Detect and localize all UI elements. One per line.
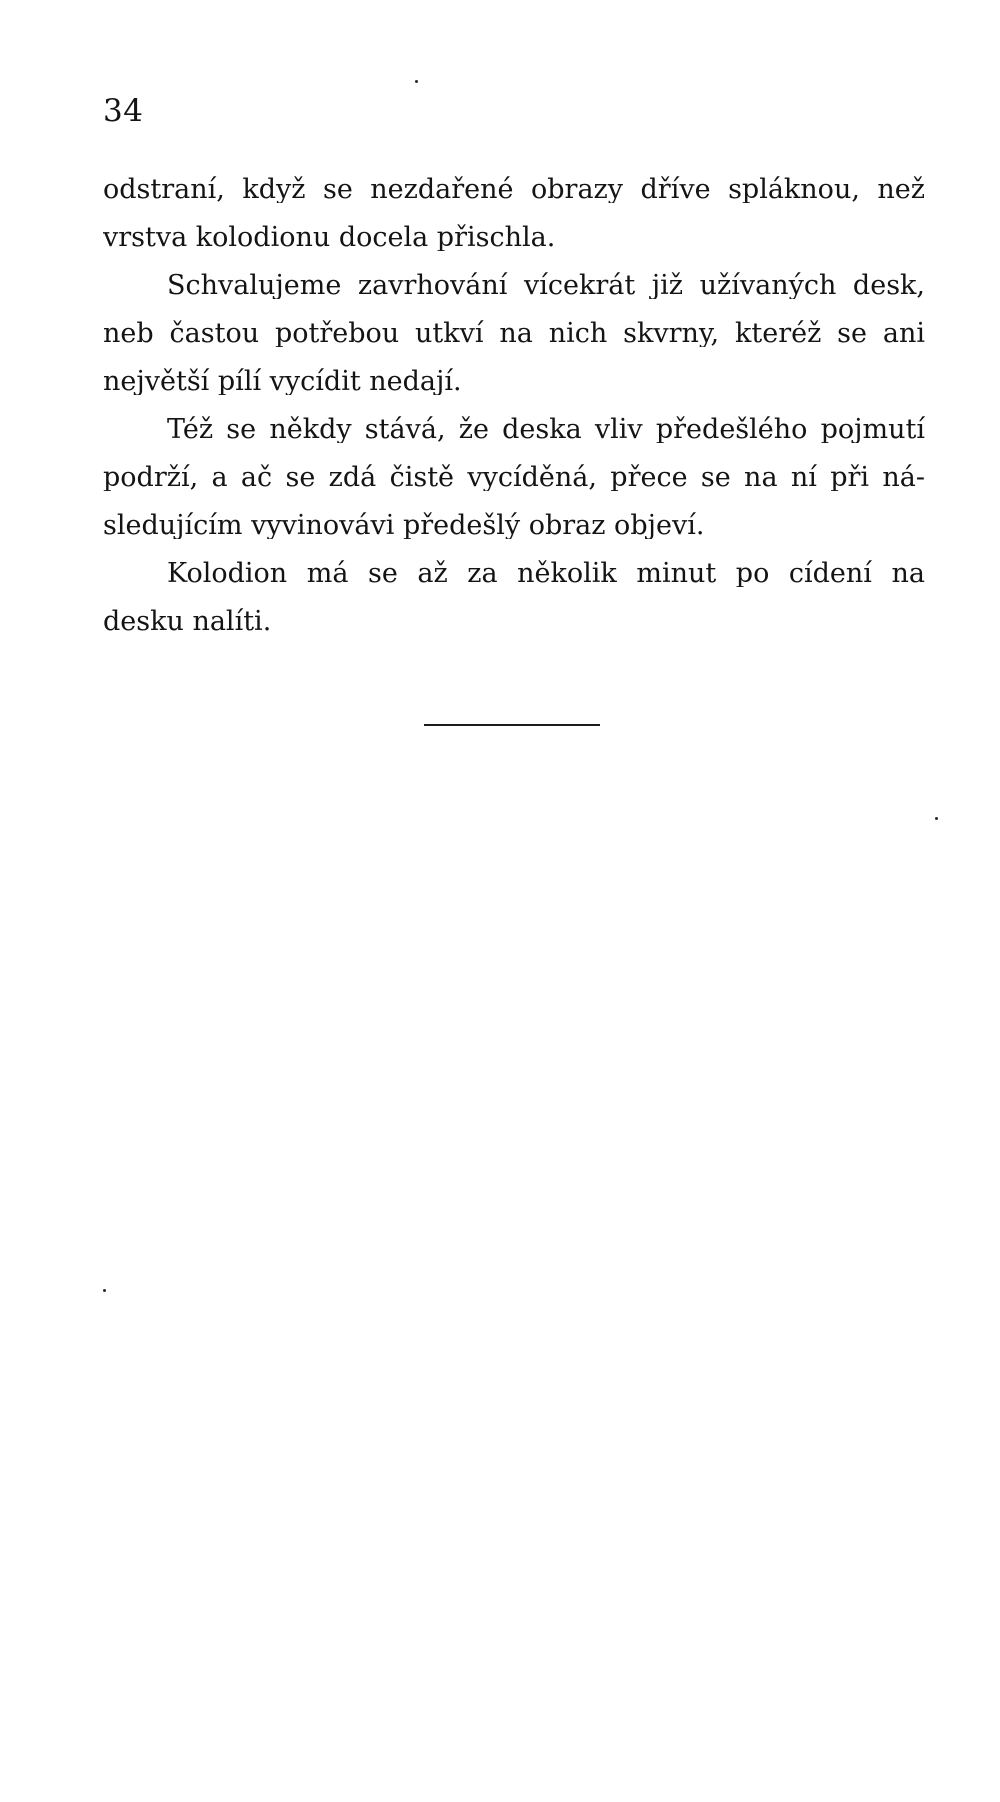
print-speck [935, 817, 938, 820]
text-line: Kolodion má se až za několik minut po cídení na [167, 560, 925, 587]
text-line: Též se někdy stává, že deska vliv předešlého pojmutí [167, 416, 925, 443]
print-speck [415, 80, 418, 83]
text-line: vrstva kolodionu docela přischla. [103, 224, 556, 251]
text-line: podrží, a ač se zdá čistě vycíděná, přece se na ní při ná- [103, 464, 925, 491]
text-line: desku nalíti. [103, 608, 272, 635]
section-divider [424, 724, 600, 726]
text-line: sledujícím vyvinovávi předešlý obraz objeví. [103, 512, 705, 539]
text-line: neb častou potřebou utkví na nich skvrny, kteréž se ani [103, 320, 925, 347]
print-speck [103, 1289, 106, 1292]
text-line: největší pílí vycídit nedají. [103, 368, 462, 395]
text-line: odstraní, když se nezdařené obrazy dříve spláknou, než [103, 176, 925, 203]
page-number: 34 [103, 93, 144, 129]
text-line: Schvalujeme zavrhování vícekrát již užívaných desk, [167, 272, 925, 299]
